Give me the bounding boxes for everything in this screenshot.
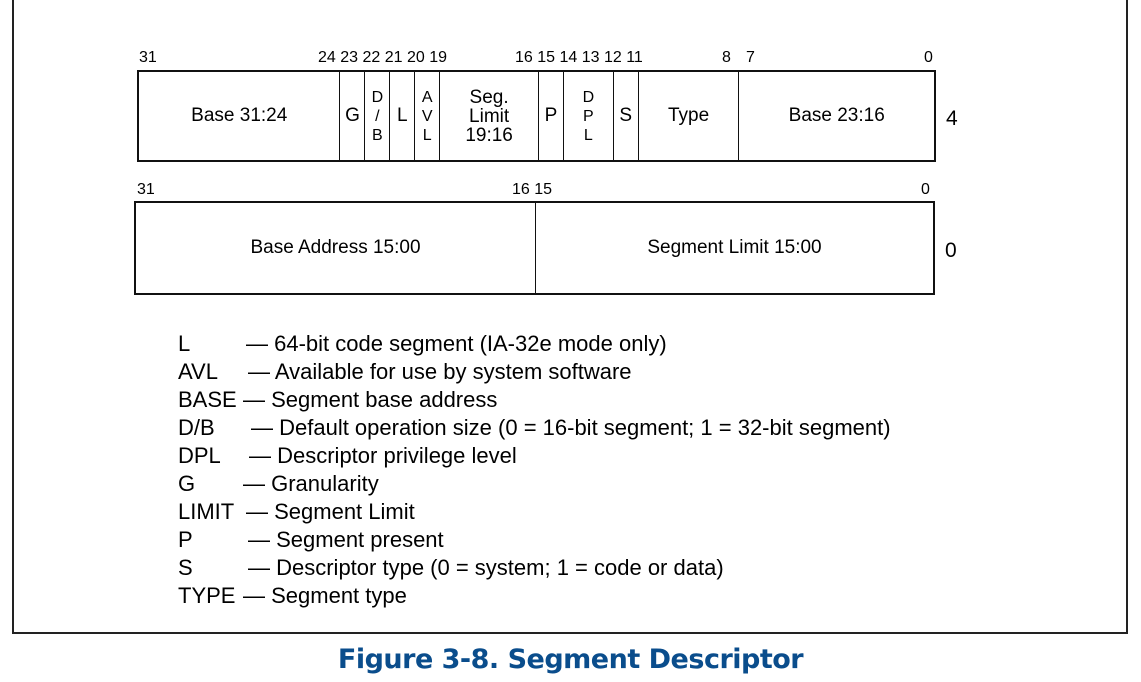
legend-desc: — Descriptor type (0 = system; 1 = code or data)	[248, 555, 724, 580]
top-bit-label: 8	[722, 49, 731, 66]
legend-abbr: BASE	[178, 387, 237, 412]
top-bit-label: 24 23 22 21 20 19	[318, 49, 448, 66]
legend-abbr: D/B	[178, 415, 215, 440]
top-bit-label: 7	[746, 49, 755, 66]
field-type: Type	[638, 72, 739, 160]
field-segment-limit-15-00: Segment Limit 15:00	[535, 203, 933, 293]
top-bit-label: 16 15 14 13 12 11	[515, 49, 643, 66]
legend-abbr: DPL	[178, 443, 221, 468]
legend-abbr: TYPE	[178, 583, 236, 608]
figure-caption: Figure 3-8. Segment Descriptor	[337, 644, 804, 675]
top-bit-label: 31	[139, 49, 157, 66]
bottom-bit-label: 31	[137, 181, 155, 198]
legend-desc: — Segment base address	[243, 387, 498, 412]
legend-abbr: G	[178, 471, 196, 496]
legend-desc: — Segment present	[248, 527, 444, 552]
field-g: G	[339, 72, 364, 160]
legend-desc: — Descriptor privilege level	[249, 443, 517, 468]
legend-abbr: LIMIT	[178, 499, 235, 524]
word-offset-0: 0	[945, 239, 957, 262]
legend-desc: — Segment Limit	[246, 499, 415, 524]
legend-desc: — Segment type	[243, 583, 407, 608]
field-base-23-16: Base 23:16	[738, 72, 934, 160]
field-avl: A V L	[414, 72, 439, 160]
legend-abbr: P	[178, 527, 193, 552]
descriptor-low-word	[134, 201, 935, 295]
legend-abbr: S	[178, 555, 193, 580]
field-p: P	[538, 72, 563, 160]
word-offset-4: 4	[946, 107, 958, 130]
field-dpl: D P L	[563, 72, 613, 160]
legend-desc: — 64-bit code segment (IA-32e mode only)	[246, 331, 667, 356]
top-bit-label: 0	[924, 49, 933, 66]
descriptor-high-word	[137, 70, 936, 162]
legend-abbr: L	[178, 331, 191, 356]
bottom-bit-label: 0	[921, 181, 930, 198]
legend-desc: — Available for use by system software	[248, 359, 632, 384]
field-base-address-15-00: Base Address 15:00	[250, 237, 421, 258]
legend-abbr: AVL	[178, 359, 218, 384]
field-seg-limit-19-16: Seg. Limit 19:16	[439, 72, 538, 160]
bottom-bit-label: 16 15	[512, 181, 553, 198]
field-base-31-24: Base 31:24	[191, 105, 288, 126]
field-l: L	[389, 72, 414, 160]
legend-desc: — Default operation size (0 = 16-bit segment; 1 = 32-bit segment)	[251, 415, 891, 440]
field-s: S	[613, 72, 638, 160]
field-d-b: D / B	[364, 72, 389, 160]
legend-desc: — Granularity	[243, 471, 379, 496]
